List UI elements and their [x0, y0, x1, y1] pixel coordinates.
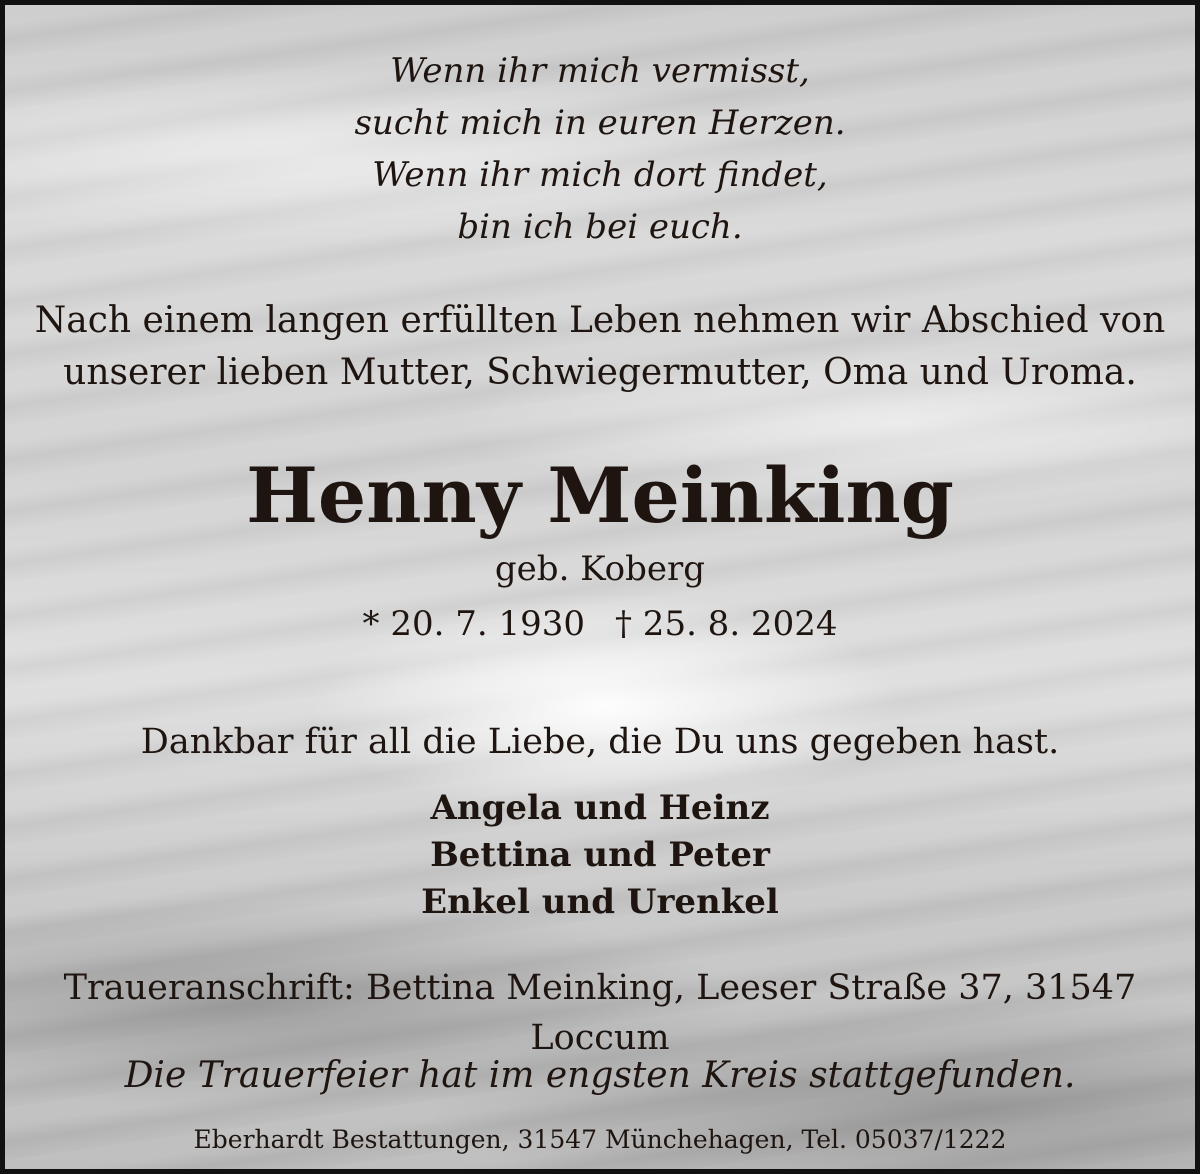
- mourner-line: Enkel und Urenkel: [421, 882, 779, 922]
- poem-line: Wenn ihr mich dort findet,: [372, 155, 828, 195]
- mourner-line: Angela und Heinz: [430, 788, 770, 828]
- mourning-address: Traueranschrift: Bettina Meinking, Leeser Straße 37, 31547 Loccum: [63, 968, 1137, 1058]
- poem-line: bin ich bei euch.: [457, 207, 743, 247]
- intro-line: unserer lieben Mutter, Schwiegermutter, Oma und Uroma.: [63, 352, 1137, 393]
- birth-date: * 20. 7. 1930: [362, 604, 585, 644]
- life-dates: [5, 600, 1195, 648]
- undertaker-info: Eberhardt Bestattungen, 31547 Münchehagen, Tel. 05037/1222: [193, 1125, 1007, 1154]
- thanks-line: Dankbar für all die Liebe, die Du uns gegeben hast.: [140, 722, 1060, 762]
- death-date: † 25. 8. 2024: [615, 604, 838, 644]
- farewell-intro: [5, 295, 1195, 399]
- mourners-list: [5, 785, 1195, 926]
- mourner-line: Bettina und Peter: [430, 835, 770, 875]
- poem-line: sucht mich in euren Herzen.: [354, 103, 846, 143]
- memorial-poem: [5, 45, 1195, 253]
- birth-name: geb. Koberg: [494, 549, 706, 589]
- intro-line: Nach einem langen erfüllten Leben nehmen wir Abschied von: [34, 300, 1166, 341]
- poem-line: Wenn ihr mich vermisst,: [390, 51, 810, 91]
- deceased-name: Henny Meinking: [246, 451, 954, 540]
- ceremony-note: Die Trauerfeier hat im engsten Kreis stattgefunden.: [124, 1055, 1076, 1096]
